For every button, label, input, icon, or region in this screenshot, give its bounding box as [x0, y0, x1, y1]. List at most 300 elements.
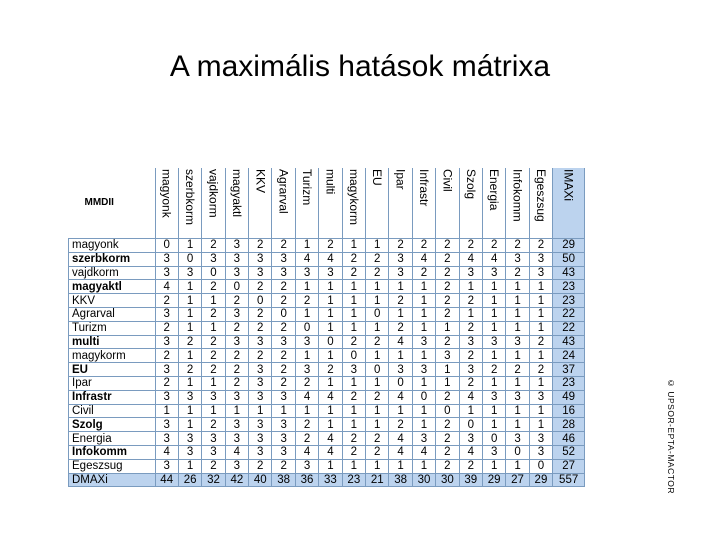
matrix-cell: 1 [178, 404, 201, 418]
column-header-label: IMAXi [561, 169, 576, 202]
matrix-cell: 1 [178, 307, 201, 321]
matrix-cell: 1 [202, 321, 225, 335]
matrix-cell: 3 [249, 445, 272, 459]
matrix-cell: 2 [202, 307, 225, 321]
matrix-cell: 2 [366, 335, 389, 349]
matrix-cell: 4 [412, 445, 435, 459]
matrix-cell: 2 [202, 239, 225, 253]
matrix-cell: 0 [155, 239, 178, 253]
matrix-cell: 1 [319, 280, 342, 294]
column-total-cell: 29 [482, 473, 505, 487]
row-label: Energia [69, 432, 156, 446]
matrix-cell: 3 [295, 363, 318, 377]
matrix-cell: 1 [482, 459, 505, 473]
matrix-cell: 4 [459, 252, 482, 266]
matrix-cell: 2 [436, 239, 459, 253]
column-total-cell: 23 [342, 473, 365, 487]
matrix-cell: 3 [272, 335, 295, 349]
matrix-cell: 2 [412, 239, 435, 253]
matrix-cell: 2 [342, 252, 365, 266]
row-label: magykorm [69, 349, 156, 363]
column-header-label: vajdkorm [206, 169, 221, 218]
matrix-cell: 2 [225, 294, 248, 308]
matrix-cell: 3 [155, 390, 178, 404]
matrix-cell: 3 [155, 459, 178, 473]
matrix-cell: 1 [412, 280, 435, 294]
column-total-cell: 40 [249, 473, 272, 487]
matrix-cell: 3 [225, 418, 248, 432]
row-total-cell: 27 [553, 459, 585, 473]
matrix-cell: 1 [529, 294, 552, 308]
matrix-cell: 2 [389, 418, 412, 432]
matrix-cell: 2 [529, 363, 552, 377]
matrix-cell: 0 [389, 376, 412, 390]
matrix-cell: 1 [225, 404, 248, 418]
matrix-cell: 3 [155, 432, 178, 446]
matrix-cell: 2 [319, 239, 342, 253]
row-total-cell: 43 [553, 266, 585, 280]
matrix-cell: 2 [436, 418, 459, 432]
matrix-cell: 3 [225, 335, 248, 349]
matrix-cell: 0 [295, 321, 318, 335]
matrix-cell: 1 [319, 349, 342, 363]
row-label: multi [69, 335, 156, 349]
matrix-cell: 1 [295, 307, 318, 321]
matrix-cell: 2 [155, 349, 178, 363]
column-header-label: magyonk [159, 169, 174, 218]
column-total-cell: 30 [436, 473, 459, 487]
table-row [69, 363, 585, 377]
column-total-cell: 26 [178, 473, 201, 487]
matrix-cell: 3 [249, 432, 272, 446]
matrix-cell: 1 [436, 321, 459, 335]
matrix-cell: 4 [295, 390, 318, 404]
matrix-cell: 0 [202, 266, 225, 280]
matrix-cell: 2 [272, 363, 295, 377]
column-total-cell: 21 [366, 473, 389, 487]
matrix-cell: 1 [202, 404, 225, 418]
matrix-cell: 1 [342, 404, 365, 418]
matrix-cell: 0 [366, 363, 389, 377]
row-label: EU [69, 363, 156, 377]
matrix-cell: 1 [295, 239, 318, 253]
matrix-cell: 2 [459, 239, 482, 253]
table-row [69, 459, 585, 473]
matrix-cell: 0 [436, 404, 459, 418]
matrix-cell: 3 [249, 376, 272, 390]
matrix-cell: 4 [295, 252, 318, 266]
matrix-cell: 3 [412, 363, 435, 377]
matrix-cell: 2 [178, 335, 201, 349]
matrix-cell: 2 [249, 321, 272, 335]
matrix-cell: 0 [529, 459, 552, 473]
matrix-cell: 3 [459, 432, 482, 446]
table-row [69, 266, 585, 280]
matrix-cell: 2 [202, 280, 225, 294]
matrix-cell: 1 [459, 280, 482, 294]
matrix-cell: 1 [436, 376, 459, 390]
matrix-cell: 1 [342, 307, 365, 321]
row-label: szerbkorm [69, 252, 156, 266]
matrix-cell: 2 [295, 432, 318, 446]
matrix-cell: 1 [482, 376, 505, 390]
matrix-cell: 3 [295, 459, 318, 473]
matrix-cell: 1 [319, 418, 342, 432]
column-header [272, 168, 295, 239]
matrix-cell: 4 [319, 252, 342, 266]
matrix-cell: 1 [366, 294, 389, 308]
matrix-cell: 1 [178, 321, 201, 335]
row-total-cell: 29 [553, 239, 585, 253]
column-header-label: multi [323, 169, 338, 195]
matrix-cell: 3 [459, 266, 482, 280]
table-row [69, 252, 585, 266]
matrix-cell: 4 [225, 445, 248, 459]
table-row [69, 404, 585, 418]
matrix-table [68, 168, 585, 487]
table-row [69, 280, 585, 294]
matrix-cell: 2 [529, 239, 552, 253]
matrix-cell: 1 [366, 239, 389, 253]
matrix-cell: 1 [366, 280, 389, 294]
matrix-cell: 2 [506, 239, 529, 253]
matrix-cell: 1 [436, 363, 459, 377]
matrix-cell: 2 [202, 349, 225, 363]
matrix-cell: 1 [412, 418, 435, 432]
matrix-cell: 3 [506, 432, 529, 446]
column-header [366, 168, 389, 239]
table-row [69, 307, 585, 321]
matrix-cell: 3 [412, 335, 435, 349]
matrix-cell: 1 [412, 321, 435, 335]
matrix-cell: 0 [319, 335, 342, 349]
matrix-cell: 2 [506, 266, 529, 280]
column-header-row [69, 168, 585, 239]
table-row [69, 349, 585, 363]
matrix-cell: 1 [506, 349, 529, 363]
matrix-cell: 3 [225, 307, 248, 321]
matrix-cell: 1 [459, 307, 482, 321]
matrix-cell: 2 [482, 239, 505, 253]
matrix-cell: 2 [482, 363, 505, 377]
matrix-cell: 3 [155, 252, 178, 266]
matrix-cell: 1 [506, 376, 529, 390]
matrix-cell: 3 [529, 390, 552, 404]
column-header [202, 168, 225, 239]
column-header [249, 168, 272, 239]
matrix-cell: 3 [225, 252, 248, 266]
matrix-cell: 2 [202, 418, 225, 432]
matrix-cell: 0 [178, 252, 201, 266]
matrix-cell: 1 [482, 404, 505, 418]
matrix-cell: 1 [529, 307, 552, 321]
matrix-cell: 1 [295, 349, 318, 363]
matrix-cell: 2 [389, 239, 412, 253]
matrix-cell: 3 [155, 335, 178, 349]
matrix-cell: 1 [295, 280, 318, 294]
matrix-cell: 2 [202, 363, 225, 377]
matrix-cell: 1 [178, 376, 201, 390]
matrix-cell: 1 [272, 404, 295, 418]
column-header-label: magykorm [346, 169, 361, 226]
matrix-cell: 1 [342, 294, 365, 308]
matrix-cell: 1 [389, 349, 412, 363]
matrix-cell: 1 [459, 404, 482, 418]
column-header [178, 168, 201, 239]
matrix-cell: 3 [436, 349, 459, 363]
row-label: Infrastr [69, 390, 156, 404]
matrix-cell: 4 [459, 445, 482, 459]
matrix-cell: 2 [342, 266, 365, 280]
matrix-cell: 3 [272, 252, 295, 266]
matrix-cell: 2 [342, 335, 365, 349]
matrix-cell: 2 [342, 445, 365, 459]
row-label: Infokomm [69, 445, 156, 459]
matrix-cell: 3 [202, 445, 225, 459]
matrix-cell: 3 [529, 266, 552, 280]
column-header [529, 168, 552, 239]
matrix-cell: 3 [482, 390, 505, 404]
matrix-cell: 2 [272, 294, 295, 308]
matrix-cell: 1 [366, 459, 389, 473]
table-row [69, 418, 585, 432]
matrix-cell: 2 [459, 349, 482, 363]
matrix-cell: 1 [178, 239, 201, 253]
table-row [69, 445, 585, 459]
row-total-cell: 22 [553, 307, 585, 321]
matrix-cell: 1 [366, 321, 389, 335]
matrix-cell: 2 [225, 376, 248, 390]
matrix-cell: 1 [506, 280, 529, 294]
matrix-cell: 3 [389, 363, 412, 377]
row-label: magyaktl [69, 280, 156, 294]
matrix-cell: 2 [155, 376, 178, 390]
column-header [553, 168, 585, 239]
matrix-cell: 2 [529, 335, 552, 349]
matrix-cell: 3 [249, 363, 272, 377]
row-total-cell: 43 [553, 335, 585, 349]
matrix-cell: 3 [202, 390, 225, 404]
matrix-cell: 0 [506, 445, 529, 459]
column-header [295, 168, 318, 239]
column-header-label: Agrarval [276, 169, 291, 214]
column-header-label: Turizm [300, 169, 315, 206]
matrix-cell: 2 [249, 307, 272, 321]
matrix-cell: 1 [202, 376, 225, 390]
matrix-cell: 3 [412, 432, 435, 446]
matrix-cell: 2 [249, 349, 272, 363]
column-header-label: Szolg [463, 169, 478, 200]
sum-row-label: DMAXi [69, 473, 156, 487]
matrix-cell: 4 [295, 445, 318, 459]
column-header-label: EU [370, 169, 385, 186]
column-header [506, 168, 529, 239]
matrix-cell: 1 [506, 404, 529, 418]
column-total-cell: 557 [553, 473, 585, 487]
matrix-cell: 1 [366, 404, 389, 418]
matrix-cell: 2 [366, 432, 389, 446]
matrix-cell: 0 [412, 390, 435, 404]
matrix-cell: 1 [482, 349, 505, 363]
matrix-cell: 3 [529, 445, 552, 459]
row-label: Szolg [69, 418, 156, 432]
matrix-cell: 3 [272, 445, 295, 459]
matrix-cell: 4 [319, 432, 342, 446]
matrix-cell: 3 [249, 418, 272, 432]
row-total-cell: 28 [553, 418, 585, 432]
matrix-cell: 1 [529, 404, 552, 418]
matrix-cell: 1 [366, 418, 389, 432]
matrix-cell: 2 [202, 335, 225, 349]
matrix-cell: 3 [178, 432, 201, 446]
column-total-cell: 38 [389, 473, 412, 487]
matrix-cell: 3 [529, 432, 552, 446]
column-header [412, 168, 435, 239]
row-total-cell: 49 [553, 390, 585, 404]
column-header-label: Civil [440, 169, 455, 192]
matrix-cell: 1 [342, 239, 365, 253]
matrix-cell: 1 [529, 376, 552, 390]
matrix-cell: 3 [506, 252, 529, 266]
matrix-cell: 1 [482, 307, 505, 321]
matrix-cell: 2 [225, 349, 248, 363]
matrix-cell: 2 [295, 376, 318, 390]
matrix-cell: 2 [366, 266, 389, 280]
row-total-cell: 50 [553, 252, 585, 266]
row-label: Civil [69, 404, 156, 418]
matrix-cell: 3 [249, 390, 272, 404]
matrix-cell: 3 [389, 252, 412, 266]
matrix-cell: 2 [366, 445, 389, 459]
matrix-cell: 0 [366, 307, 389, 321]
matrix-cell: 2 [436, 335, 459, 349]
matrix-cell: 2 [389, 321, 412, 335]
matrix-cell: 2 [436, 390, 459, 404]
matrix-cell: 3 [272, 418, 295, 432]
matrix-cell: 2 [412, 266, 435, 280]
matrix-cell: 2 [459, 294, 482, 308]
column-header-label: Infrastr [416, 169, 431, 207]
column-header [389, 168, 412, 239]
matrix-cell: 3 [178, 445, 201, 459]
matrix-cell: 3 [178, 266, 201, 280]
matrix-cell: 2 [295, 294, 318, 308]
column-header-label: szerbkorm [183, 169, 198, 226]
matrix-cell: 3 [155, 418, 178, 432]
column-header [342, 168, 365, 239]
matrix-cell: 3 [225, 266, 248, 280]
matrix-cell: 2 [436, 280, 459, 294]
table-row [69, 432, 585, 446]
matrix-cell: 4 [155, 445, 178, 459]
matrix-cell: 4 [319, 390, 342, 404]
matrix-cell: 1 [412, 459, 435, 473]
matrix-cell: 3 [202, 252, 225, 266]
matrix-cell: 1 [529, 280, 552, 294]
matrix-cell: 1 [342, 459, 365, 473]
row-label: KKV [69, 294, 156, 308]
row-total-cell: 16 [553, 404, 585, 418]
matrix-cell: 1 [366, 376, 389, 390]
column-header-label: magyaktl [229, 169, 244, 218]
column-total-cell: 42 [225, 473, 248, 487]
matrix-cell: 1 [319, 294, 342, 308]
matrix-cell: 3 [202, 432, 225, 446]
matrix-cell: 0 [225, 280, 248, 294]
matrix-cell: 1 [178, 349, 201, 363]
matrix-cell: 3 [225, 390, 248, 404]
matrix-cell: 2 [436, 307, 459, 321]
matrix-cell: 1 [178, 459, 201, 473]
matrix-cell: 1 [412, 294, 435, 308]
matrix-cell: 1 [178, 280, 201, 294]
matrix-cell: 3 [272, 266, 295, 280]
row-total-cell: 23 [553, 280, 585, 294]
matrix-cell: 2 [249, 239, 272, 253]
table-row [69, 390, 585, 404]
matrix-cell: 1 [506, 418, 529, 432]
matrix-cell: 3 [529, 252, 552, 266]
matrix-cell: 4 [459, 390, 482, 404]
matrix-cell: 2 [366, 252, 389, 266]
matrix-cell: 1 [529, 321, 552, 335]
matrix-cell: 2 [155, 321, 178, 335]
row-total-cell: 37 [553, 363, 585, 377]
matrix-cell: 2 [342, 390, 365, 404]
matrix-cell: 3 [459, 363, 482, 377]
matrix-cell: 2 [272, 280, 295, 294]
matrix-cell: 3 [249, 266, 272, 280]
table-row [69, 376, 585, 390]
row-label: Egeszsug [69, 459, 156, 473]
matrix-cell: 3 [225, 459, 248, 473]
matrix-cell: 4 [482, 252, 505, 266]
matrix-cell: 0 [482, 432, 505, 446]
matrix-cell: 1 [249, 404, 272, 418]
matrix-cell: 3 [155, 266, 178, 280]
matrix-cell: 3 [459, 335, 482, 349]
matrix-cell: 4 [389, 390, 412, 404]
matrix-cell: 3 [249, 252, 272, 266]
row-label: Ipar [69, 376, 156, 390]
matrix-cell: 2 [342, 432, 365, 446]
impact-matrix [68, 168, 585, 487]
matrix-cell: 2 [436, 432, 459, 446]
matrix-cell: 1 [529, 418, 552, 432]
matrix-cell: 2 [459, 459, 482, 473]
table-row [69, 321, 585, 335]
matrix-cell: 3 [295, 335, 318, 349]
sum-row [69, 473, 585, 487]
matrix-cell: 1 [389, 459, 412, 473]
row-label: Turizm [69, 321, 156, 335]
matrix-cell: 2 [436, 445, 459, 459]
matrix-cell: 1 [506, 459, 529, 473]
matrix-cell: 2 [295, 418, 318, 432]
matrix-cell: 1 [342, 321, 365, 335]
matrix-cell: 1 [202, 294, 225, 308]
column-total-cell: 36 [295, 473, 318, 487]
column-total-cell: 27 [506, 473, 529, 487]
matrix-cell: 3 [342, 363, 365, 377]
matrix-cell: 1 [506, 321, 529, 335]
matrix-cell: 3 [225, 432, 248, 446]
matrix-cell: 3 [295, 266, 318, 280]
matrix-cell: 2 [319, 363, 342, 377]
row-total-cell: 22 [553, 321, 585, 335]
matrix-cell: 3 [272, 432, 295, 446]
matrix-cell: 1 [178, 418, 201, 432]
